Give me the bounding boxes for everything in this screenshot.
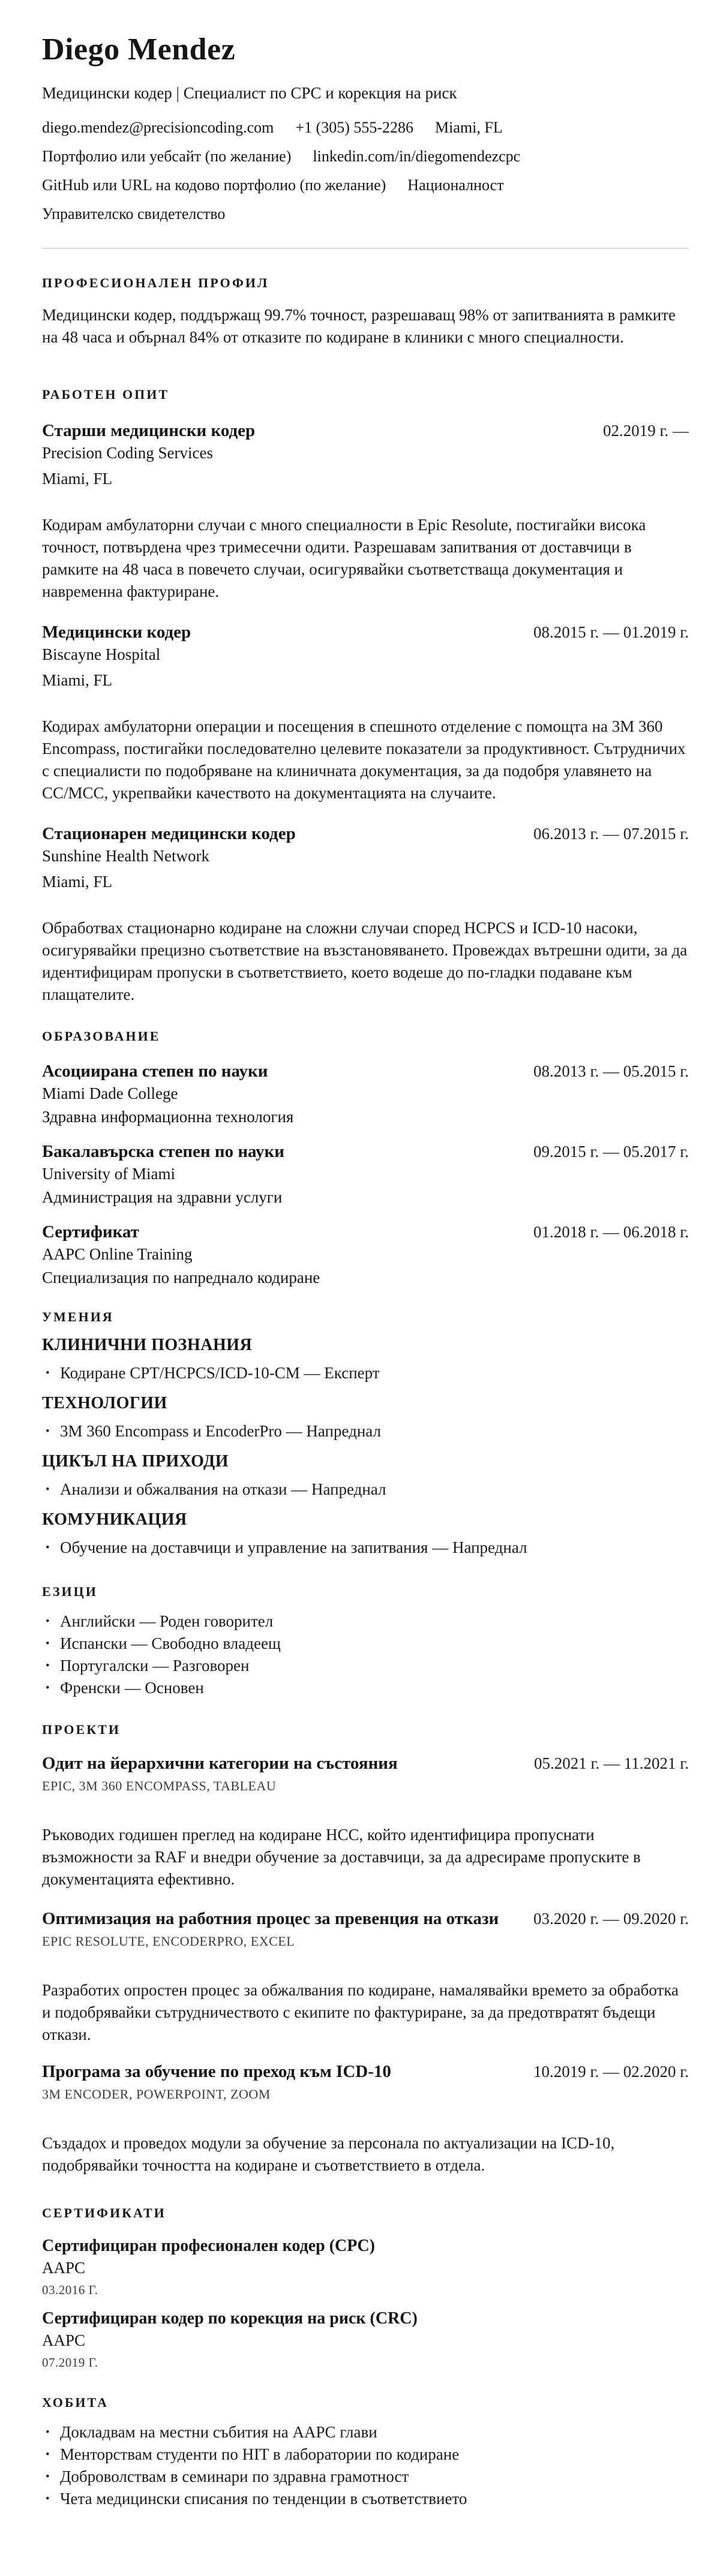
contact-row-1 <box>42 116 689 139</box>
project-item <box>42 1907 689 2046</box>
skill-group <box>42 1334 689 1384</box>
project-dates: 10.2019 г. — 02.2020 г. <box>533 2062 689 2081</box>
languages-list <box>42 1610 689 1699</box>
certification-item <box>42 2308 689 2371</box>
hobbies-heading: ХОБИТА <box>42 2394 109 2410</box>
project-item <box>42 1752 689 1890</box>
profile-heading: ПРОФЕСИОНАЛЕН ПРОФИЛ <box>42 275 269 290</box>
person-name: Diego Mendez <box>42 32 236 67</box>
project-dates: 03.2020 г. — 09.2020 г. <box>533 1909 689 1928</box>
section-skills <box>42 1308 689 1559</box>
project-tools: 3M ENCODER, POWERPOINT, ZOOM <box>42 2086 271 2102</box>
project-item <box>42 2060 689 2177</box>
list-item <box>42 1633 689 1655</box>
skill-item-text: Кодиране CPT/HCPCS/ICD-10-CM — Експерт <box>60 1363 380 1382</box>
skill-item <box>42 1537 689 1559</box>
person-subtitle: Медицински кодер | Специалист по CPC и корекция на риск <box>42 83 457 102</box>
certification-item <box>42 2235 689 2298</box>
project-title-row <box>42 1752 689 1775</box>
phone-text: +1 (305) 555-2286 <box>295 118 414 136</box>
education-title-row <box>42 1221 689 1243</box>
nationality-label: Националност <box>407 176 504 194</box>
job-description: Кодирах амбулаторни операции и посещения в спешното отделение с помощта на 3M 360 Encompass, постигайки последователно целевите показатели за продуктивност. Сътрудничих с специалисти по подобряване на клиничната документация, за да подобря улавянето на CC/MCC, укрепвайки качеството на документацията на случаите. <box>42 717 686 802</box>
linkedin-text: linkedin.com/in/diegomendezcpc <box>313 147 521 165</box>
bullet-icon: • <box>46 1615 50 1628</box>
skill-item-text: Анализи и обжалвания на откази — Напреднал <box>60 1480 386 1498</box>
github-label: GitHub или URL на кодово портфолио (по желание) <box>42 176 386 194</box>
hobbies-list <box>42 2421 689 2510</box>
education-field: Администрация на здравни услуги <box>42 1188 283 1206</box>
bullet-icon: • <box>46 2425 50 2439</box>
certification-issuer: AAPC <box>42 2331 86 2349</box>
education-dates: 09.2015 г. — 05.2017 г. <box>533 1142 689 1161</box>
education-heading: ОБРАЗОВАНИЕ <box>42 1028 161 1044</box>
skill-group <box>42 1393 689 1442</box>
contact-row-4 <box>42 203 689 225</box>
education-item <box>42 1221 689 1289</box>
certification-name: Сертифициран кодер по корекция на риск (CRC) <box>42 2309 418 2328</box>
skill-group-name: КОМУНИКАЦИЯ <box>42 1510 187 1529</box>
education-school: AAPC Online Training <box>42 1245 193 1263</box>
certification-date: 03.2016 Г. <box>42 2282 98 2297</box>
language-text: Португалски — Разговорен <box>60 1656 250 1675</box>
skill-item <box>42 1362 689 1384</box>
project-tools: EPIC, 3M 360 ENCOMPASS, TABLEAU <box>42 1778 277 1793</box>
list-item <box>42 1610 689 1633</box>
job-description: Обработвах стационарно кодиране на сложни случаи според HCPCS и ICD-10 насоки, осигурявайки прецизно съответствие на възстановяването. Провеждах вътрешни одити, за да идентифицирам пропуски в съответствието, което водеше до по-гладки подаване към плащателите. <box>42 918 688 1003</box>
list-item <box>42 1677 689 1699</box>
skill-item <box>42 1478 689 1501</box>
skill-item-text: Обучение на доставчици и управление на запитвания — Напреднал <box>60 1538 527 1556</box>
job-title-row <box>42 419 689 442</box>
job-location: Miami, FL <box>42 469 113 488</box>
education-item <box>42 1060 689 1128</box>
project-tools: EPIC RESOLUTE, ENCODERPRO, EXCEL <box>42 1933 295 1949</box>
skill-group-name: ТЕХНОЛОГИИ <box>42 1393 167 1412</box>
section-hobbies <box>42 2394 689 2510</box>
job-item <box>42 621 689 804</box>
skill-group <box>42 1451 689 1501</box>
skill-item <box>42 1420 689 1442</box>
job-company: Precision Coding Services <box>42 443 213 462</box>
education-degree: Асоциирана степен по науки <box>42 1061 268 1081</box>
job-dates: 02.2019 г. — <box>602 421 689 440</box>
education-dates: 01.2018 г. — 06.2018 г. <box>533 1222 689 1241</box>
education-degree: Сертификат <box>42 1222 139 1242</box>
job-item <box>42 822 689 1006</box>
certifications-heading: СЕРТИФИКАТИ <box>42 2205 166 2220</box>
education-field: Здравна информационна технология <box>42 1107 294 1126</box>
section-languages <box>42 1583 689 1699</box>
job-title: Медицински кодер <box>42 622 191 642</box>
contact-row-2 <box>42 145 689 167</box>
list-item <box>42 1655 689 1677</box>
hobby-text: Доброволствам в семинари по здравна грамотност <box>60 2467 409 2485</box>
bullet-icon: • <box>46 1681 50 1694</box>
section-projects <box>42 1721 689 2177</box>
education-title-row <box>42 1140 689 1163</box>
job-title-row <box>42 621 689 644</box>
skill-group-name: КЛИНИЧНИ ПОЗНАНИЯ <box>42 1335 253 1354</box>
bullet-icon: • <box>46 2448 50 2461</box>
job-company: Biscayne Hospital <box>42 645 161 663</box>
project-title-row <box>42 2060 689 2083</box>
job-description: Кодирам амбулаторни случаи с много специалности в Epic Resolute, постигайки висока точност, потвърдена чрез тримесечни одити. Разрешавам запитвания от доставчици в рамките на 48 часа в повечето случаи, осигурявайки съответстваща документация и навременна фактуриране. <box>42 515 646 600</box>
skill-group <box>42 1509 689 1559</box>
header-divider <box>42 248 689 249</box>
skill-item-text: 3M 360 Encompass и EncoderPro — Напреднал <box>60 1421 381 1440</box>
job-title: Старши медицински кодер <box>42 420 256 440</box>
list-item <box>42 2466 689 2488</box>
education-degree: Бакалавърска степен по науки <box>42 1141 284 1161</box>
language-text: Английски — Роден говорител <box>60 1612 274 1630</box>
languages-heading: ЕЗИЦИ <box>42 1583 98 1599</box>
job-company: Sunshine Health Network <box>42 846 209 865</box>
project-title: Оптимизация на работния процес за превенция на откази <box>42 1908 499 1928</box>
bullet-icon: • <box>46 2470 50 2483</box>
skills-heading: УМЕНИЯ <box>42 1309 114 1324</box>
section-certifications <box>42 2204 689 2371</box>
education-school: University of Miami <box>42 1164 175 1183</box>
hobby-text: Докладвам на местни събития на AAPC глави <box>60 2422 377 2441</box>
bullet-icon: • <box>46 1366 50 1379</box>
education-school: Miami Dade College <box>42 1084 178 1102</box>
email-text: diego.mendez@precisioncoding.com <box>42 118 274 136</box>
bullet-icon: • <box>46 1483 50 1496</box>
projects-heading: ПРОЕКТИ <box>42 1721 121 1737</box>
section-profile <box>42 274 689 348</box>
language-text: Испански — Свободно владеещ <box>60 1634 281 1652</box>
certification-name: Сертифициран професионален кодер (CPC) <box>42 2236 375 2255</box>
education-dates: 08.2013 г. — 05.2015 г. <box>533 1062 689 1080</box>
hobby-text: Менторствам студенти по HIT в лаборатории по кодиране <box>60 2445 460 2463</box>
list-item <box>42 2443 689 2466</box>
job-title-row <box>42 822 689 845</box>
certification-issuer: AAPC <box>42 2258 86 2277</box>
project-title-row <box>42 1907 689 1930</box>
project-description: Създадох и проведох модули за обучение за персонала по актуализации на ICD-10, подобрявайки точността на кодиране и съответствието в отдела. <box>42 2133 615 2174</box>
job-location: Miami, FL <box>42 671 113 689</box>
list-item <box>42 2421 689 2443</box>
project-title: Одит на йерархични категории на състояния <box>42 1753 398 1773</box>
education-item <box>42 1140 689 1209</box>
list-item <box>42 2488 689 2510</box>
section-education <box>42 1027 689 1289</box>
contact-row-3 <box>42 174 689 196</box>
language-text: Френски — Основен <box>60 1678 204 1697</box>
job-title: Стационарен медицински кодер <box>42 823 296 843</box>
header <box>42 34 689 249</box>
bullet-icon: • <box>46 1541 50 1554</box>
project-description: Разработих опростен процес за обжалвания по кодиране, намалявайки времето за обработка и подобрявайки сътрудничеството с екипите по фактуриране, за да предотвратят бъдещи откази. <box>42 1980 679 2043</box>
profile-text: Медицински кодер, поддържащ 99.7% точност, разрешаващ 98% от запитванията в рамките на 48 часа и обърнал 84% от отказите по кодиране в клиники с много специалности. <box>42 305 676 346</box>
section-experience <box>42 386 689 1006</box>
job-dates: 08.2015 г. — 01.2019 г. <box>533 623 689 641</box>
experience-heading: РАБОТЕН ОПИТ <box>42 386 169 402</box>
bullet-icon: • <box>46 1637 50 1650</box>
license-label: Управителско свидетелство <box>42 205 226 223</box>
job-item <box>42 419 689 603</box>
bullet-icon: • <box>46 1659 50 1672</box>
skill-group-name: ЦИКЪЛ НА ПРИХОДИ <box>42 1451 229 1471</box>
education-title-row <box>42 1060 689 1083</box>
hobby-text: Чета медицински списания по тенденции в съответствието <box>60 2489 467 2508</box>
location-text: Miami, FL <box>435 118 503 136</box>
job-dates: 06.2013 г. — 07.2015 г. <box>533 824 689 843</box>
education-field: Специализация по напреднало кодиране <box>42 1268 320 1287</box>
certification-date: 07.2019 Г. <box>42 2355 98 2370</box>
job-location: Miami, FL <box>42 872 113 891</box>
project-title: Програма за обучение по преход към ICD-10 <box>42 2061 391 2081</box>
project-description: Ръководих годишен преглед на кодиране HCC, който идентифицира пропуснати възможности за RAF и внедри обучение за доставчици, за да адресираме пропуските в документацията ефективно. <box>42 1825 641 1888</box>
portfolio-label: Портфолио или уебсайт (по желание) <box>42 147 292 165</box>
project-dates: 05.2021 г. — 11.2021 г. <box>533 1754 689 1772</box>
bullet-icon: • <box>46 2492 50 2505</box>
bullet-icon: • <box>46 1424 50 1438</box>
